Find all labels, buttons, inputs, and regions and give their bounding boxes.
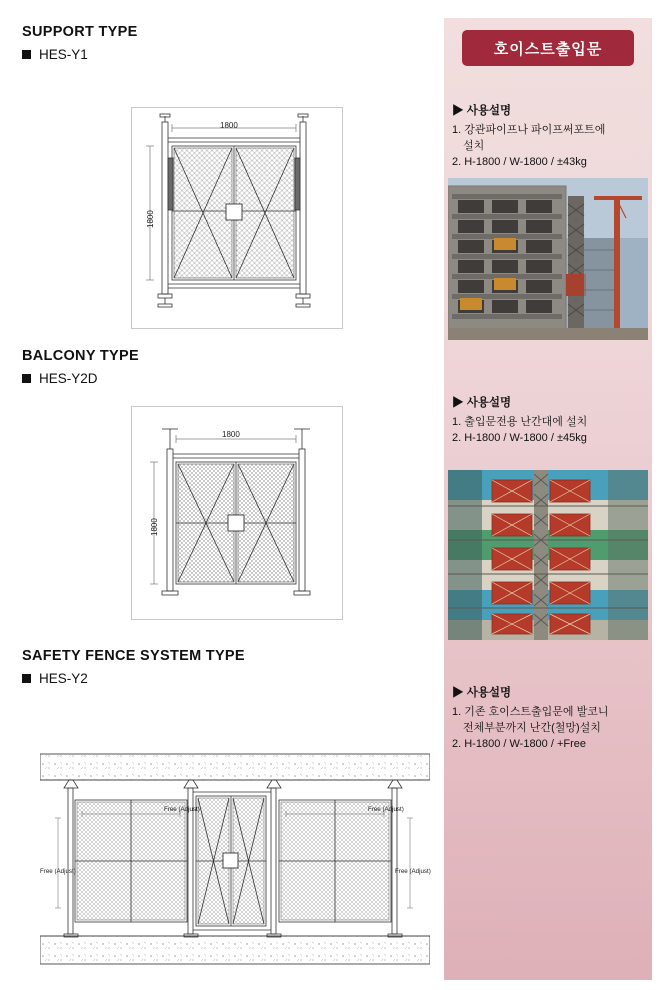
drawing-support-type <box>132 108 340 326</box>
free-adjust-label-right: Free (Adjust) <box>395 868 431 875</box>
usage-heading: ▶ 사용설명 <box>452 105 512 117</box>
section-title: SAFETY FENCE SYSTEM TYPE <box>22 648 245 664</box>
section-model <box>22 371 139 386</box>
sidebar-panel <box>444 18 652 980</box>
model-label: HES-Y1 <box>39 47 88 62</box>
section-support-type <box>22 24 138 62</box>
photo-hoist-building-graphic <box>448 178 648 340</box>
photo-facade-gates <box>448 470 648 640</box>
usage-block-3 <box>452 684 644 753</box>
free-adjust-label-top-right: Free (Adjust) <box>368 806 404 813</box>
model-label: HES-Y2 <box>39 671 88 686</box>
usage-line: 2. H-1800 / W-1800 / +Free <box>452 737 587 750</box>
free-adjust-label-left: Free (Adjust) <box>40 868 76 875</box>
figure-support-type <box>131 107 343 329</box>
section-title: BALCONY TYPE <box>22 348 139 364</box>
dimension-width-2: 1800 <box>222 430 240 439</box>
drawing-safety-fence <box>40 748 430 973</box>
section-balcony-type <box>22 348 139 386</box>
sidebar-header <box>462 30 634 66</box>
model-label: HES-Y2D <box>39 371 98 386</box>
section-model <box>22 47 138 62</box>
usage-line: 1. 기존 호이스트출입문에 발코니 <box>452 706 609 718</box>
figure-safety-fence-system <box>40 748 430 973</box>
usage-line: 2. H-1800 / W-1800 / ±43kg <box>452 155 587 168</box>
usage-block-2 <box>452 394 644 447</box>
dimension-width-1: 1800 <box>220 121 238 130</box>
section-model <box>22 671 245 686</box>
usage-heading: ▶ 사용설명 <box>452 687 512 699</box>
usage-line: 1. 강관파이프나 파이프써포트에 <box>452 124 606 136</box>
usage-line: 전체부분까지 난간(철망)설치 <box>463 721 601 734</box>
usage-line: 1. 출입문전용 난간대에 설치 <box>452 416 588 428</box>
section-safety-fence-type <box>22 648 245 686</box>
dimension-height-2: 1800 <box>150 518 159 536</box>
usage-block-1 <box>452 102 644 171</box>
bullet-square-icon <box>22 50 31 59</box>
dimension-height-1: 1800 <box>146 210 155 228</box>
bullet-square-icon <box>22 374 31 383</box>
bullet-square-icon <box>22 674 31 683</box>
usage-line: 설치 <box>463 139 485 152</box>
section-title: SUPPORT TYPE <box>22 24 138 40</box>
free-adjust-label-top-left: Free (Adjust) <box>164 806 200 813</box>
photo-hoist-building <box>448 178 648 340</box>
usage-heading: ▶ 사용설명 <box>452 397 512 409</box>
usage-line: 2. H-1800 / W-1800 / ±45kg <box>452 431 587 444</box>
sidebar-header-label: 호이스트출입문 <box>493 40 603 58</box>
photo-facade-gates-graphic <box>448 470 648 640</box>
